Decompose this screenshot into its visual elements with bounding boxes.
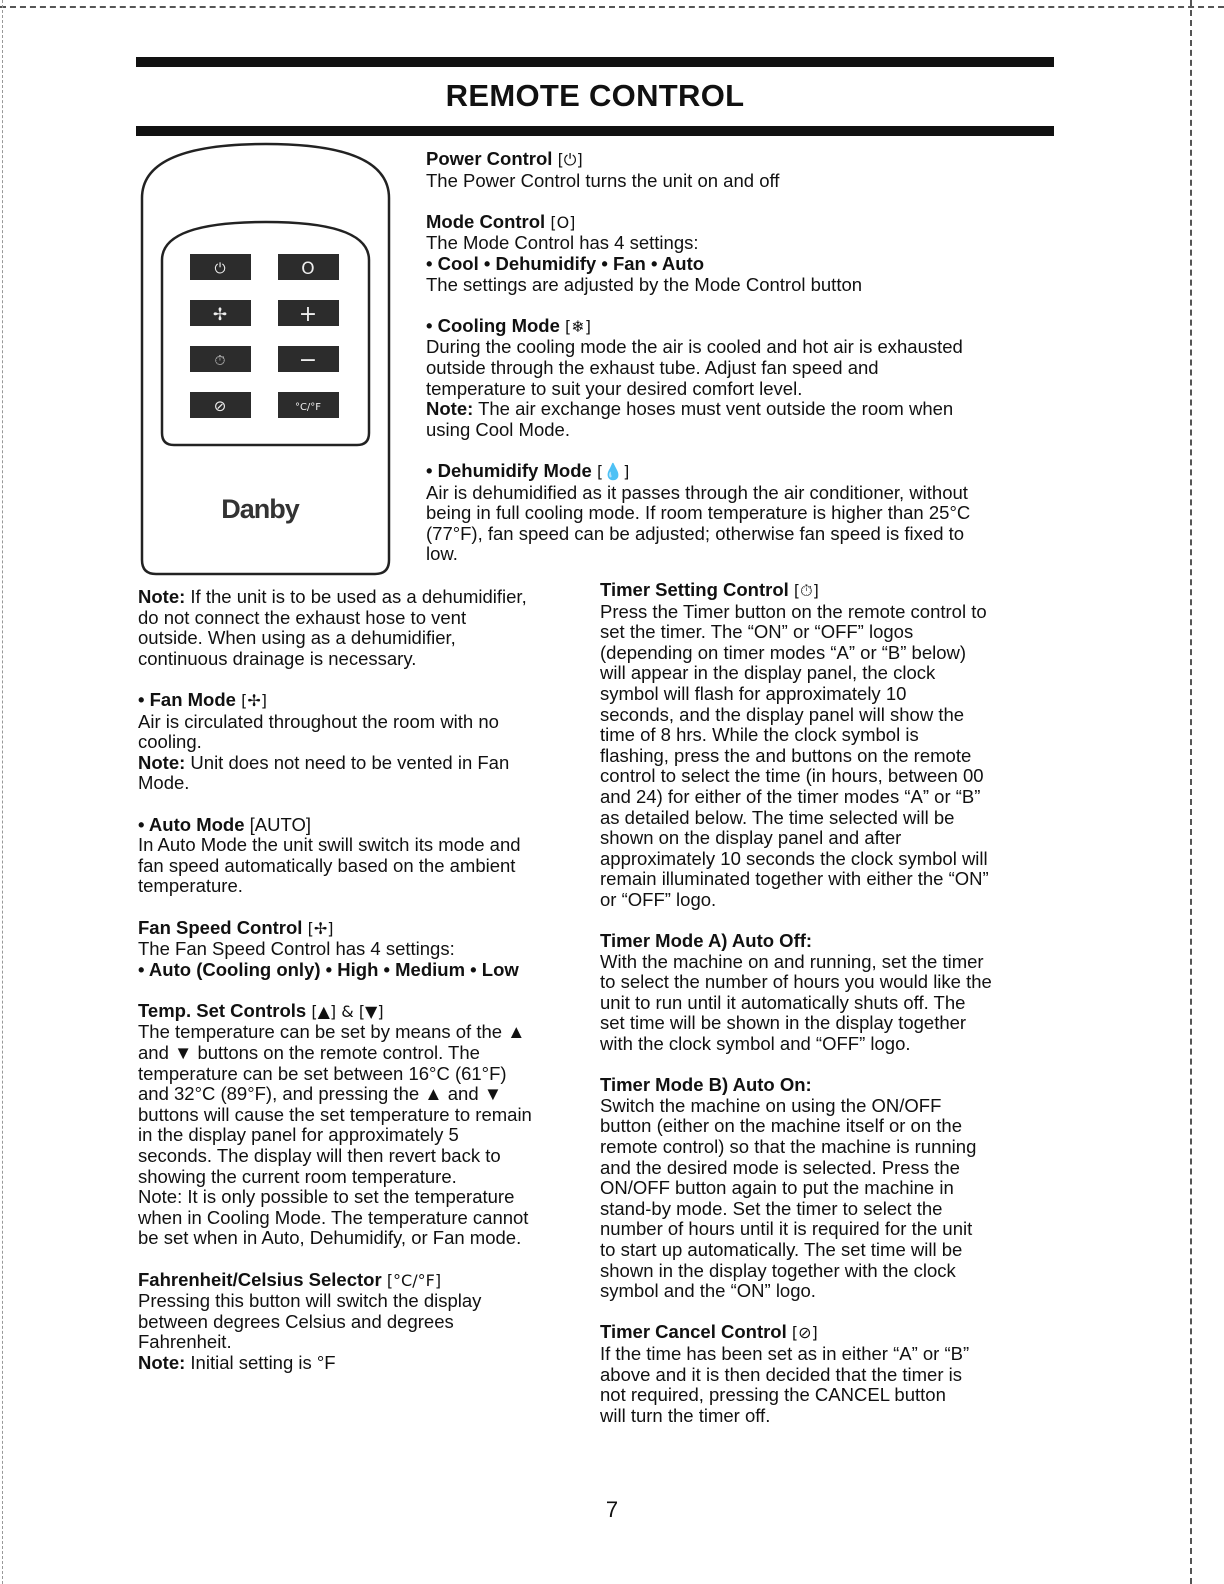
temp-set-line: and ▼ buttons on the remote control. The	[138, 1042, 480, 1064]
remote-plus-button	[278, 300, 339, 327]
timer-cancel-symbol: [⊘]	[791, 1323, 818, 1343]
auto-symbol: [AUTO]	[249, 813, 311, 835]
timer-setting-line: symbol will flash for approximately 10	[600, 682, 907, 704]
power-control-text: The Power Control turns the unit on and off	[426, 169, 780, 191]
fan-speed-line: The Fan Speed Control has 4 settings:	[138, 938, 455, 960]
temp-set-line: buttons will cause the set temperature to remain	[138, 1103, 532, 1125]
remote-unit-button	[278, 392, 339, 418]
timer-setting-line: approximately 10 seconds the clock symbol will	[600, 847, 988, 869]
remote-power-button	[190, 254, 251, 280]
timer-setting-line: (depending on timer modes “A” or “B” below)	[600, 641, 967, 663]
mode-control-line: The Mode Control has 4 settings:	[426, 232, 699, 254]
timer-mode-a-line: with the clock symbol and “OFF” logo.	[600, 1033, 911, 1055]
remote-control-illustration	[138, 140, 393, 583]
timer-mode-a-heading: Timer Mode A) Auto Off:	[600, 930, 813, 952]
temp-set-line: and 32°C (89°F), and pressing the ▲ and ▼	[138, 1083, 503, 1105]
fan-speed-heading: Fan Speed Control [✢]	[138, 916, 334, 938]
cooling-mode-line: outside through the exhaust tube. Adjust fan speed and	[426, 356, 879, 378]
fc-selector-line: Fahrenheit.	[138, 1331, 232, 1353]
fan-mode-heading: • Fan Mode [✢]	[138, 688, 267, 710]
timer-setting-line: will appear in the display panel, the clock	[600, 662, 936, 684]
fan-mode-note-line: Mode.	[138, 772, 190, 794]
timer-setting-line: and 24) for either of the timer modes “A” or “B”	[600, 785, 981, 807]
dehumidifier-note-line: do not connect the exhaust hose to vent	[138, 606, 467, 628]
timer-symbol: [⏱]	[793, 581, 819, 600]
temp-set-line: temperature can be set between 16°C (61°F)	[138, 1062, 507, 1084]
timer-cancel-line: above and it is then decided that the timer is	[600, 1363, 962, 1385]
remote-timer-button	[190, 346, 251, 372]
auto-mode-line: temperature.	[138, 875, 243, 897]
timer-mode-a-line: set time will be shown in the display together	[600, 1012, 967, 1034]
cooling-note-line: using Cool Mode.	[426, 418, 570, 440]
timer-cancel-line: If the time has been set as in either “A” or “B”	[600, 1342, 970, 1364]
title-rule-top	[136, 57, 1054, 67]
power-symbol: [⏻]	[557, 150, 583, 169]
timer-mode-b-line: to start up automatically. The set time will be	[600, 1239, 963, 1260]
fan-mode-line: cooling.	[138, 731, 202, 753]
timer-mode-b-line: button (either on the machine itself or on the	[600, 1115, 962, 1137]
auto-mode-line: fan speed automatically based on the ambient	[138, 854, 516, 876]
timer-mode-b-line: Switch the machine on using the ON/OFF	[600, 1094, 942, 1116]
minus-icon: −	[298, 348, 318, 373]
dehumidifier-note-line: continuous drainage is necessary.	[138, 647, 417, 669]
timer-icon: ⏱	[214, 353, 226, 369]
page-title: REMOTE CONTROL	[445, 78, 745, 113]
cut-line-top	[0, 6, 1224, 8]
dehumidify-line: being in full cooling mode. If room temperature is higher than 25°C	[426, 502, 971, 524]
cooling-note: Note: The air exchange hoses must vent outside the room when	[426, 398, 954, 420]
temp-set-line: Note: It is only possible to set the temperature	[138, 1186, 515, 1208]
remote-timer-cancel-button	[190, 392, 251, 418]
fc-selector-note: Note: Initial setting is °F	[138, 1351, 336, 1373]
timer-setting-line: set the timer. The “ON” or “OFF” logos	[600, 621, 914, 643]
timer-setting-line: Press the Timer button on the remote control to	[600, 600, 987, 622]
fan-icon: ✢	[212, 305, 228, 325]
timer-cancel-heading: Timer Cancel Control [⊘]	[600, 1321, 818, 1343]
dehumidify-line: (77°F), fan speed can be adjusted; otherwise fan speed is fixed to	[426, 522, 965, 544]
fc-selector-line: between degrees Celsius and degrees	[138, 1310, 454, 1332]
mode-symbol: [O]	[550, 212, 576, 232]
temp-set-line: seconds. The display will then revert back to	[138, 1145, 501, 1167]
mode-icon: O	[301, 259, 315, 279]
mode-settings: • Cool • Dehumidify • Fan • Auto	[426, 252, 705, 274]
plus-icon: +	[298, 302, 318, 327]
cut-line-left	[2, 0, 3, 1584]
timer-mode-b-heading: Timer Mode B) Auto On:	[600, 1074, 812, 1096]
dehumidify-line: Air is dehumidified as it passes through the air conditioner, without	[426, 481, 968, 503]
page-number: 7	[605, 1497, 619, 1522]
cooling-symbol: [❄]	[565, 316, 591, 336]
power-control-heading: Power Control [⏻]	[426, 148, 583, 169]
cut-line-right	[1190, 0, 1192, 1584]
dehumidify-mode-heading: • Dehumidify Mode [💧]	[426, 459, 630, 481]
temp-set-line: The temperature can be set by means of the ▲	[138, 1021, 526, 1043]
timer-mode-b-line: symbol and the “ON” logo.	[600, 1280, 816, 1302]
timer-cancel-line: will turn the timer off.	[600, 1404, 771, 1426]
timer-cancel-icon: ⊘	[213, 397, 227, 415]
timer-mode-b-line: ON/OFF button again to put the machine in	[600, 1177, 954, 1199]
temp-set-line: showing the current room temperature.	[138, 1165, 457, 1187]
remote-fan-button	[190, 300, 251, 326]
fc-selector-line: Pressing this button will switch the display	[138, 1290, 482, 1312]
fan-symbol: [✢]	[241, 690, 267, 710]
temp-set-line: in the display panel for approximately 5	[138, 1124, 459, 1146]
dehumidifier-note-line: outside. When using as a dehumidifier,	[138, 627, 456, 649]
timer-setting-line: as detailed below. The time selected will be	[600, 806, 955, 828]
timer-cancel-line: not required, pressing the CANCEL button	[600, 1384, 946, 1406]
fan-speed-settings: • Auto (Cooling only) • High • Medium • Low	[138, 958, 519, 980]
fan-mode-note: Note: Unit does not need to be vented in Fan	[138, 751, 510, 773]
cooling-mode-line: During the cooling mode the air is cooled and hot air is exhausted	[426, 336, 963, 358]
timer-mode-a-line: With the machine on and running, set the timer	[600, 950, 984, 972]
fan-speed-symbol: [✢]	[307, 918, 334, 938]
power-icon: ⏻	[214, 261, 226, 277]
auto-mode-line: In Auto Mode the unit swill switch its mode and	[138, 834, 521, 856]
timer-setting-line: time of 8 hrs. While the clock symbol is	[600, 724, 919, 746]
timer-mode-a-line: unit to run until it automatically shuts off. The	[600, 991, 966, 1013]
mode-control-heading: Mode Control [O]	[426, 210, 576, 232]
temp-set-line: be set when in Auto, Dehumidify, or Fan mode.	[138, 1227, 522, 1249]
timer-mode-b-line: shown in the display together with the clock	[600, 1259, 956, 1281]
timer-setting-line: or “OFF” logo.	[600, 888, 717, 910]
remote-mode-button	[278, 254, 339, 280]
remote-minus-button	[278, 346, 339, 373]
brand-logo: Danby	[221, 494, 299, 524]
temp-set-heading: Temp. Set Controls [▲] & [▼]	[138, 999, 384, 1021]
timer-setting-heading: Timer Setting Control [⏱]	[600, 579, 819, 600]
timer-setting-line: remain illuminated together with either the “ON”	[600, 868, 989, 890]
timer-mode-b-line: remote control) so that the machine is running	[600, 1136, 977, 1158]
timer-mode-a-line: to select the number of hours you would like the	[600, 971, 992, 993]
temp-arrows-symbol: [▲] & [▼]	[311, 1001, 384, 1021]
right-top-section	[426, 149, 1046, 565]
timer-setting-line: seconds, and the display panel will show the	[600, 703, 965, 725]
timer-setting-line: flashing, press the and buttons on the remote	[600, 744, 972, 766]
timer-mode-b-line: stand-by mode. Set the timer to select the	[600, 1197, 943, 1219]
cooling-mode-line: temperature to suit your desired comfort level.	[426, 377, 803, 399]
timer-mode-b-line: number of hours until it is required for the unit	[600, 1218, 973, 1240]
temp-set-line: when in Cooling Mode. The temperature cannot	[138, 1206, 529, 1228]
dehumidifier-note: Note: If the unit is to be used as a dehumidifier,	[138, 586, 527, 607]
right-column	[600, 580, 1045, 1426]
fc-symbol: [°C/°F]	[386, 1270, 442, 1290]
timer-setting-line: control to select the time (in hours, between 00	[600, 765, 984, 787]
unit-toggle-icon: °C/°F	[294, 402, 322, 413]
title-rule-bottom	[136, 126, 1054, 136]
dehumidify-symbol: [💧]	[596, 461, 630, 481]
timer-mode-b-line: and the desired mode is selected. Press the	[600, 1156, 960, 1178]
mode-control-line: The settings are adjusted by the Mode Control button	[426, 273, 863, 295]
left-column	[138, 587, 583, 1374]
fan-mode-line: Air is circulated throughout the room with no	[138, 710, 499, 732]
timer-setting-line: shown on the display panel and after	[600, 827, 902, 849]
auto-mode-heading: • Auto Mode [AUTO]	[138, 813, 311, 835]
dehumidify-line: low.	[426, 543, 458, 565]
cooling-mode-heading: • Cooling Mode [❄]	[426, 314, 591, 336]
fc-selector-heading: Fahrenheit/Celsius Selector [°C/°F]	[138, 1268, 442, 1290]
